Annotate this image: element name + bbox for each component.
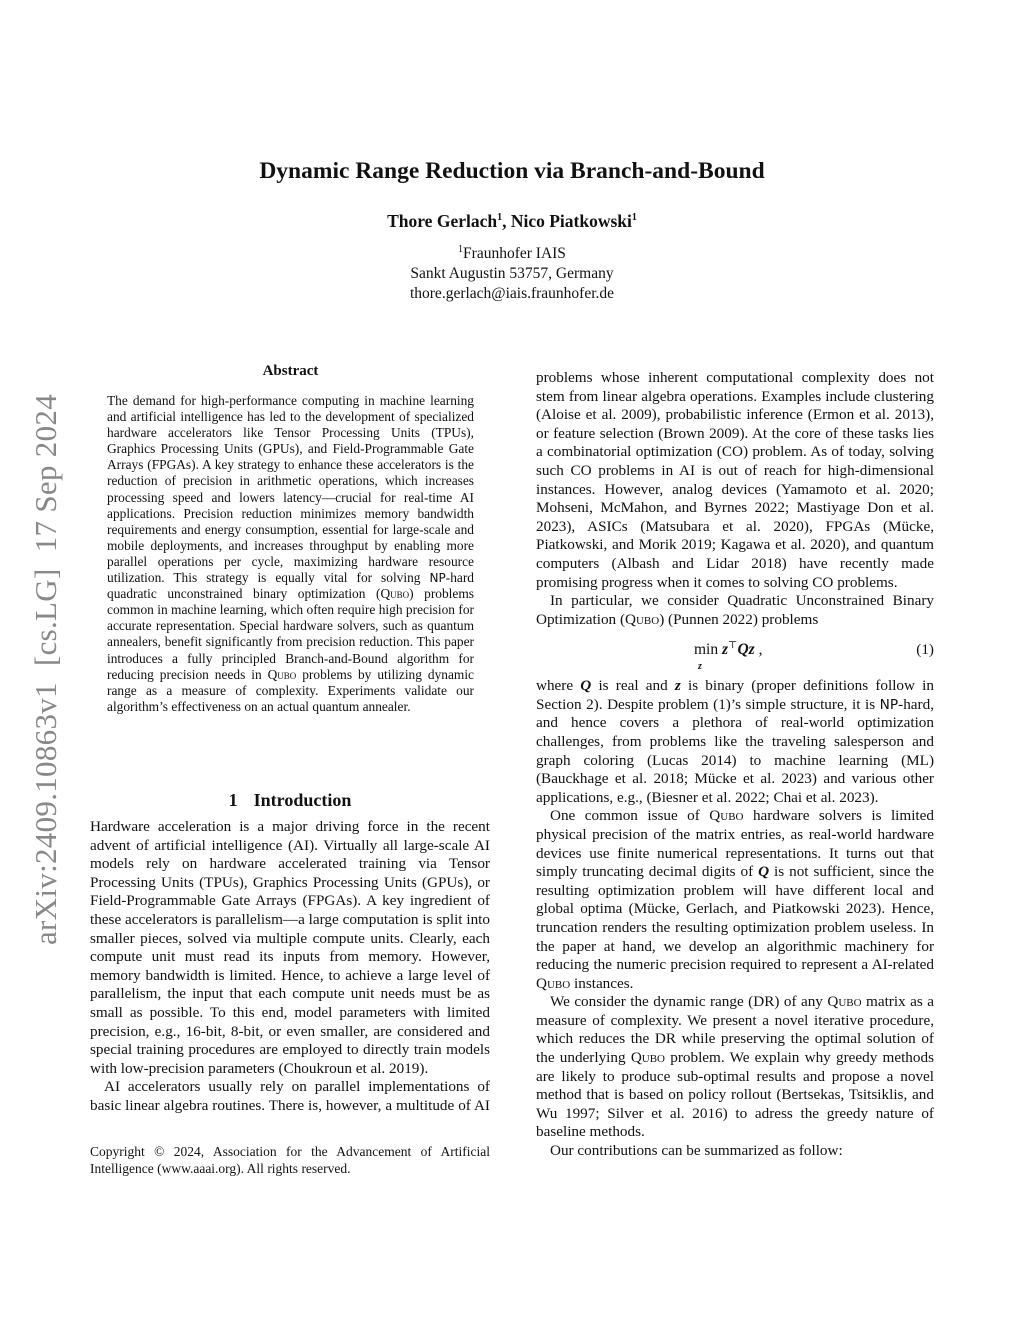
affiliation-mark: 1 — [458, 243, 464, 255]
paragraph-text: In particular, we consider Quadratic Unconstrained Binary Optimization ( — [536, 592, 934, 628]
qubo-term: Qubo — [625, 610, 660, 628]
qubo-term: Qubo — [827, 993, 862, 1011]
right-column — [536, 369, 934, 1161]
copyright-footnote: Copyright © 2024, Association for the Advancement of Artificial Intelligence (www.aaai.org). All rights reserved. — [90, 1144, 490, 1176]
institute-name: Fraunhofer IAIS — [463, 245, 566, 262]
paragraph — [536, 592, 934, 629]
qubo-term: Qubo — [267, 666, 297, 682]
abstract-body — [107, 393, 474, 715]
paragraph-text: We consider the dynamic range (DR) of any — [550, 993, 828, 1011]
qubo-term: Qubo — [709, 807, 744, 825]
matrix-q: Q — [758, 863, 770, 881]
paragraph-text: hardware solvers is limited physical precision of the matrix entries, as real-world hardware devices use finite numerical representations. It turns out that simply truncating decimal digits of — [536, 807, 934, 881]
paragraph-continuation — [536, 369, 934, 592]
abstract-text: The demand for high-performance computing in machine learning and artificial intelligence has led to the development of specialized hardware accelerators like Tensor Processing Units (TPUs), Graphics Processing Units (GPUs), and Field-Programmable Gate Arrays (FPGAs). A key strategy to enhance these accelerators is the reduction of precision in arithmetic operations, which increases processing speed and lowers latency—crucial for real-time AI applications. Precision reduction minimizes memory bandwidth requirements and energy consumption, essential for large-scale and mobile deployments, and increases throughput by enabling more parallel operations per cycle, maximizing hardware resource utilization. This strategy is equally vital for solving — [107, 393, 474, 586]
paragraph — [536, 677, 934, 807]
paragraph-text: is not sufficient, since the resulting optimization problem will have different local and global optima (Mücke, Gerlach, and Piatkowski 2023). Hence, truncation renders the resulting optimization problem useless. In the paper at hand, we develop an algorithmic machinery for reducing the numeric precision required to represent a AI-related — [536, 863, 934, 974]
paragraph: AI accelerators usually rely on parallel implementations of basic linear algebra routines. There is, however, a multitude of AI — [90, 1078, 490, 1114]
author-separator: , — [502, 211, 511, 231]
abstract-heading: Abstract — [262, 363, 319, 379]
author-email: thore.gerlach@iais.fraunhofer.de — [409, 285, 615, 302]
paper-title: Dynamic Range Reduction via Branch-and-Bound — [259, 158, 765, 184]
paragraph-text: instances. — [570, 974, 634, 992]
paragraph-text: One common issue of — [550, 807, 710, 825]
qubo-term: Qubo — [630, 1049, 666, 1067]
paragraph-text: ) (Punnen 2022) problems — [659, 610, 819, 628]
paragraph — [536, 807, 934, 993]
vector-z: z — [722, 641, 729, 659]
author-name: Thore Gerlach — [387, 211, 498, 231]
affiliation-mark: 1 — [631, 212, 637, 224]
arxiv-side-stamp: arXiv:2409.10863v1 [cs.LG] 17 Sep 2024 — [28, 394, 63, 945]
equation-number: (1) — [916, 641, 934, 659]
equation-1 — [536, 635, 934, 673]
paragraph: Hardware acceleration is a major driving force in the recent advent of artificial intelligence (AI). Virtually all large-scale AI models rely on hardware accelerated training via Tensor Processing Units (TPUs), Graphics Processing Units (GPUs), or Field-Programmable Gate Arrays (FPGAs). A key ingredient of these accelerators is parallelism—a large computation is split into smaller pieces, solved via multiple compute units. Clearly, each compute unit must read its inputs from memory. However, memory bandwidth is limited. Hence, to achieve a large level of parallelism, the input that each compute unit needs must be as small as possible. To this end, model parameters with limited precision, e.g., 16-bit, 8-bit, or even smaller, are considered and special training procedures are employed to directly train models with low-precision parameters (Choukroun et al. 2019). — [90, 818, 490, 1077]
equation-formula — [694, 640, 763, 673]
affiliation-mark: 1 — [497, 212, 503, 224]
paragraph-continued-text: problems whose inherent computational complexity does not stem from linear algebra operations. Examples include clustering (Aloise et al. 2009), probabilistic inference (Ermon et al. 2013), or feature selection (Brown 2009). At the core of these tasks lies a combinatorial optimization (CO) problem. As of today, solving such CO problems in AI is out of reach for high-dimensional instances. However, analog devices (Yamamoto et al. 2020; Mohseni, McMahon, and Byrnes 2022; Mastiyage Don et al. 2023), ASICs (Matsubara et al. 2020), FPGAs (Mücke, Piatkowski, and Morik 2019; Kagawa et al. 2020), and quantum computers (Albash and Lidar 2018) have recently made promising progress when it comes to solving CO problems. — [536, 369, 934, 591]
paragraph-text: where — [536, 677, 581, 695]
abstract-text: ) problems common in machine learning, which often require high precision for accurate representation. Special hardware solvers, such as quantum annealers, benefit significantly from precision reduction. This paper introduces a fully principled Branch-and-Bound algorithm for reducing precision needs in — [107, 586, 474, 682]
abstract-text: problems by utilizing dynamic range as a measure of complexity. Experiments validate our algorithm’s effectiveness on an actual quantum annealer. — [107, 666, 474, 714]
affiliation-block — [0, 244, 1024, 304]
affiliation-institute — [0, 244, 1024, 264]
section-title: Introduction — [253, 790, 352, 810]
equation-comma: , — [758, 641, 763, 659]
paragraph-text: problem. We explain why greedy methods are likely to produce sub-optimal results and propose a novel method that is based on policy rollout (Bertsekas, Tsitsiklis, and Wu 1997; Silver et al. 2016) to adress the greedy nature of baseline methods. — [536, 1049, 935, 1141]
vector-z: z — [748, 641, 755, 659]
section-heading-introduction — [90, 790, 490, 811]
qubo-term: Qubo — [536, 974, 571, 992]
paragraph-text: is real and — [591, 677, 675, 695]
transpose-mark: ⊤ — [728, 640, 738, 652]
vector-z: z — [674, 677, 681, 695]
paragraph-text: -hard, and hence covers a plethora of real-world optimization challenges, from problems like the traveling salesperson and graph coloring (Lucas 2014) to machine learning (ML) (Bauckhage et al. 2018; Mücke et al. 2023) and various other applications, e.g., (Biesner et al. 2022; Chai et al. 2023). — [536, 695, 934, 806]
min-subscript: z — [698, 661, 702, 673]
left-column — [90, 818, 490, 1115]
paragraph: Our contributions can be summarized as follow: — [550, 1142, 843, 1160]
section-number: 1 — [228, 790, 238, 810]
qubo-term: Qubo — [380, 586, 410, 602]
matrix-q: Q — [580, 677, 592, 695]
affiliation-address: Sankt Augustin 53757, Germany — [410, 265, 614, 282]
np-term: NP — [879, 696, 899, 713]
paragraph — [536, 993, 934, 1142]
min-operator: min — [694, 641, 719, 659]
author-list — [0, 211, 1024, 232]
abstract-text: -hard quadratic unconstrained binary optimization ( — [107, 570, 474, 602]
np-term: NP — [429, 571, 446, 586]
paragraph-text: matrix as a measure of complexity. We present a novel iterative procedure, which reduces the DR while preserving the optimal solution of the underlying — [536, 993, 934, 1067]
author-name: Nico Piatkowski — [510, 211, 632, 231]
paragraph-text: is binary (proper definitions follow in Section 2). Despite problem (1)’s simple structure, it is — [536, 677, 934, 713]
matrix-q: Q — [737, 641, 749, 659]
